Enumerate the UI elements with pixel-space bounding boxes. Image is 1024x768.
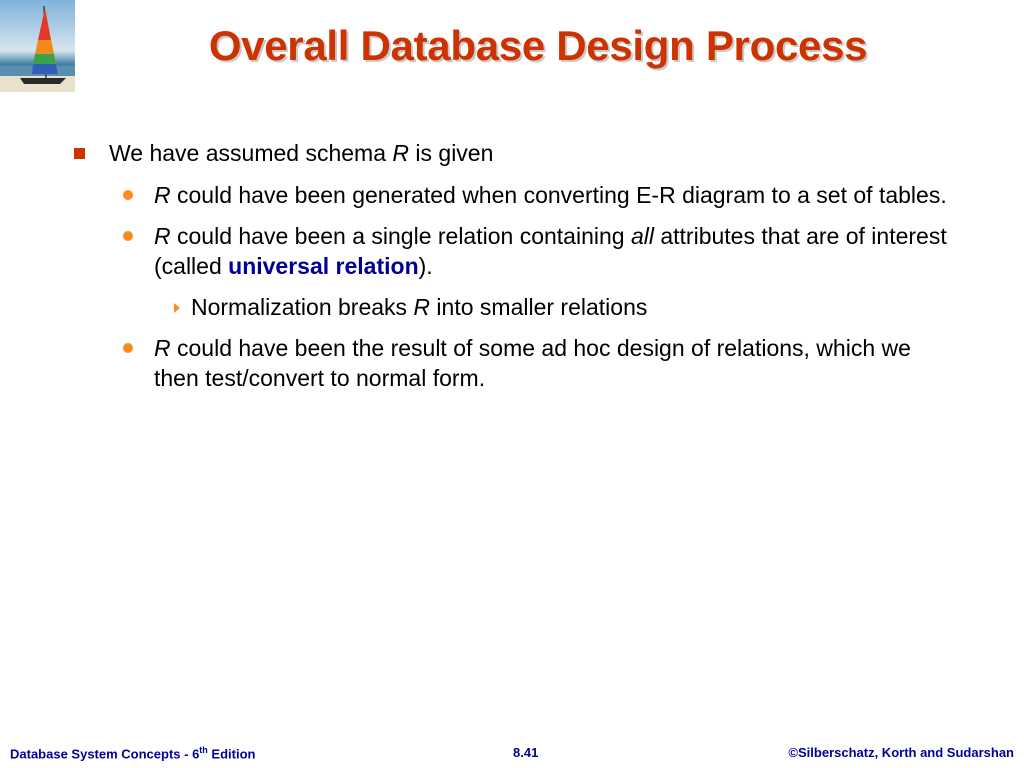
bullet-level1-schema [70,138,950,168]
round-bullet-icon [123,231,133,241]
bullet-text: attributes that are of interest (called [154,223,947,279]
schema-var: R [413,294,431,320]
bullet-text: ). [418,253,433,279]
footer-book-title [10,745,255,761]
schema-var: R [154,182,171,208]
slide-number: 8.41 [513,745,539,760]
bullet-level2-single-relation [154,221,950,281]
round-bullet-icon [123,343,133,353]
bullet-text: into smaller relations [430,294,648,320]
schema-var: R [392,140,410,166]
schema-var: R [154,335,171,361]
footer-text: Database System Concepts - 6 [10,746,200,762]
triangle-bullet-icon [174,303,180,313]
bullet-text: Normalization breaks [191,294,414,320]
slide-footer [0,740,1024,768]
slide-title: Overall Database Design Process [208,22,868,69]
square-bullet-icon [74,148,85,159]
bullet-text: could have been a single relation containing [170,223,631,249]
footer-text: Edition [207,746,256,762]
emphasis-all: all [630,223,654,249]
bullet-text: could have been the result of some ad hoc design of relations, which we then test/convert to normal form. [154,335,911,391]
bullet-text: is given [409,140,494,166]
bullet-level2-ad-hoc [154,333,950,393]
round-bullet-icon [123,190,133,200]
bullet-level3-normalization [191,292,950,322]
slide-content [70,138,950,404]
footer-superscript: th [199,745,208,755]
schema-var: R [154,223,171,249]
footer-copyright: ©Silberschatz, Korth and Sudarshan [788,745,1014,760]
bullet-level2-er [154,180,950,210]
universal-relation-term: universal relation [228,253,419,279]
bullet-text: could have been generated when converting E-R diagram to a set of tables. [170,182,947,208]
bullet-text: We have assumed schema [109,140,393,166]
